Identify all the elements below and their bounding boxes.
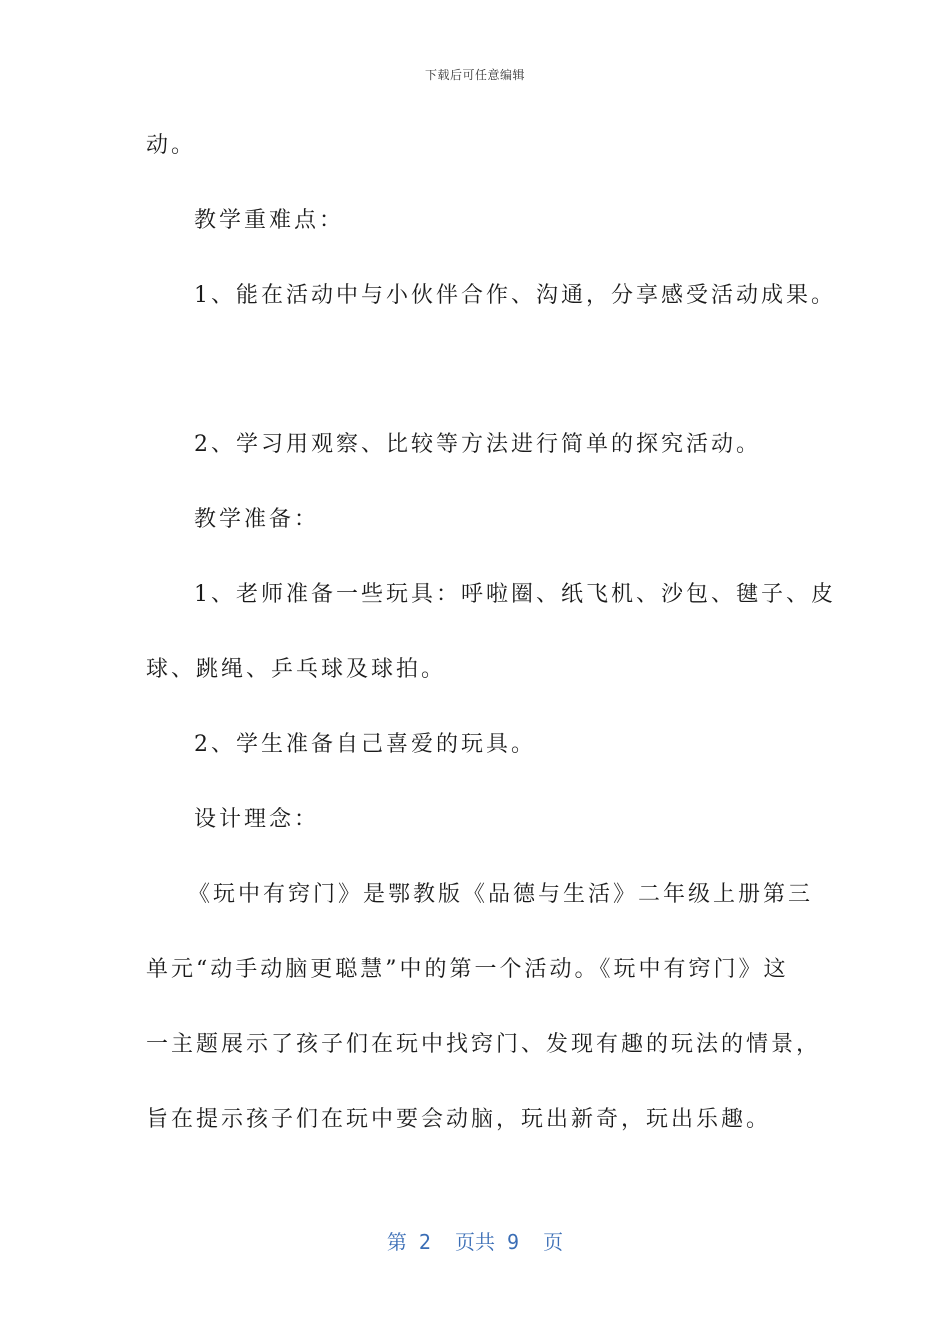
page-number-footer: 第 2 页共 9 页 <box>386 1230 564 1254</box>
text-line-preparation-1b: 球、跳绳、乒乓球及球拍。 <box>146 657 447 682</box>
text-line-concept-1: 《玩中有窍门》是鄂教版《品德与生活》二年级上册第三 <box>188 882 814 907</box>
text-line-preparation-2: 2、学生准备自己喜爱的玩具。 <box>194 732 536 757</box>
page-header-note: 下载后可任意编辑 <box>424 68 525 82</box>
section-heading-preparation: 教学准备： <box>194 507 320 532</box>
text-line-1: 动。 <box>146 133 197 158</box>
text-line-concept-2: 单元“动手动脑更聪慧”中的第一个活动。《玩中有窍门》这 <box>146 957 789 982</box>
text-line-preparation-1a: 1、老师准备一些玩具：呼啦圈、纸飞机、沙包、毽子、皮 <box>194 582 836 607</box>
text-line-key-point-1: 1、能在活动中与小伙伴合作、沟通，分享感受活动成果。 <box>194 283 836 308</box>
section-heading-key-points: 教学重难点： <box>194 208 345 233</box>
text-line-concept-4: 旨在提示孩子们在玩中要会动脑，玩出新奇，玩出乐趣。 <box>146 1107 772 1132</box>
text-line-concept-3: 一主题展示了孩子们在玩中找窍门、发现有趣的玩法的情景， <box>146 1032 822 1057</box>
section-heading-design-concept: 设计理念： <box>194 807 320 832</box>
text-line-key-point-2: 2、学习用观察、比较等方法进行简单的探究活动。 <box>194 432 761 457</box>
